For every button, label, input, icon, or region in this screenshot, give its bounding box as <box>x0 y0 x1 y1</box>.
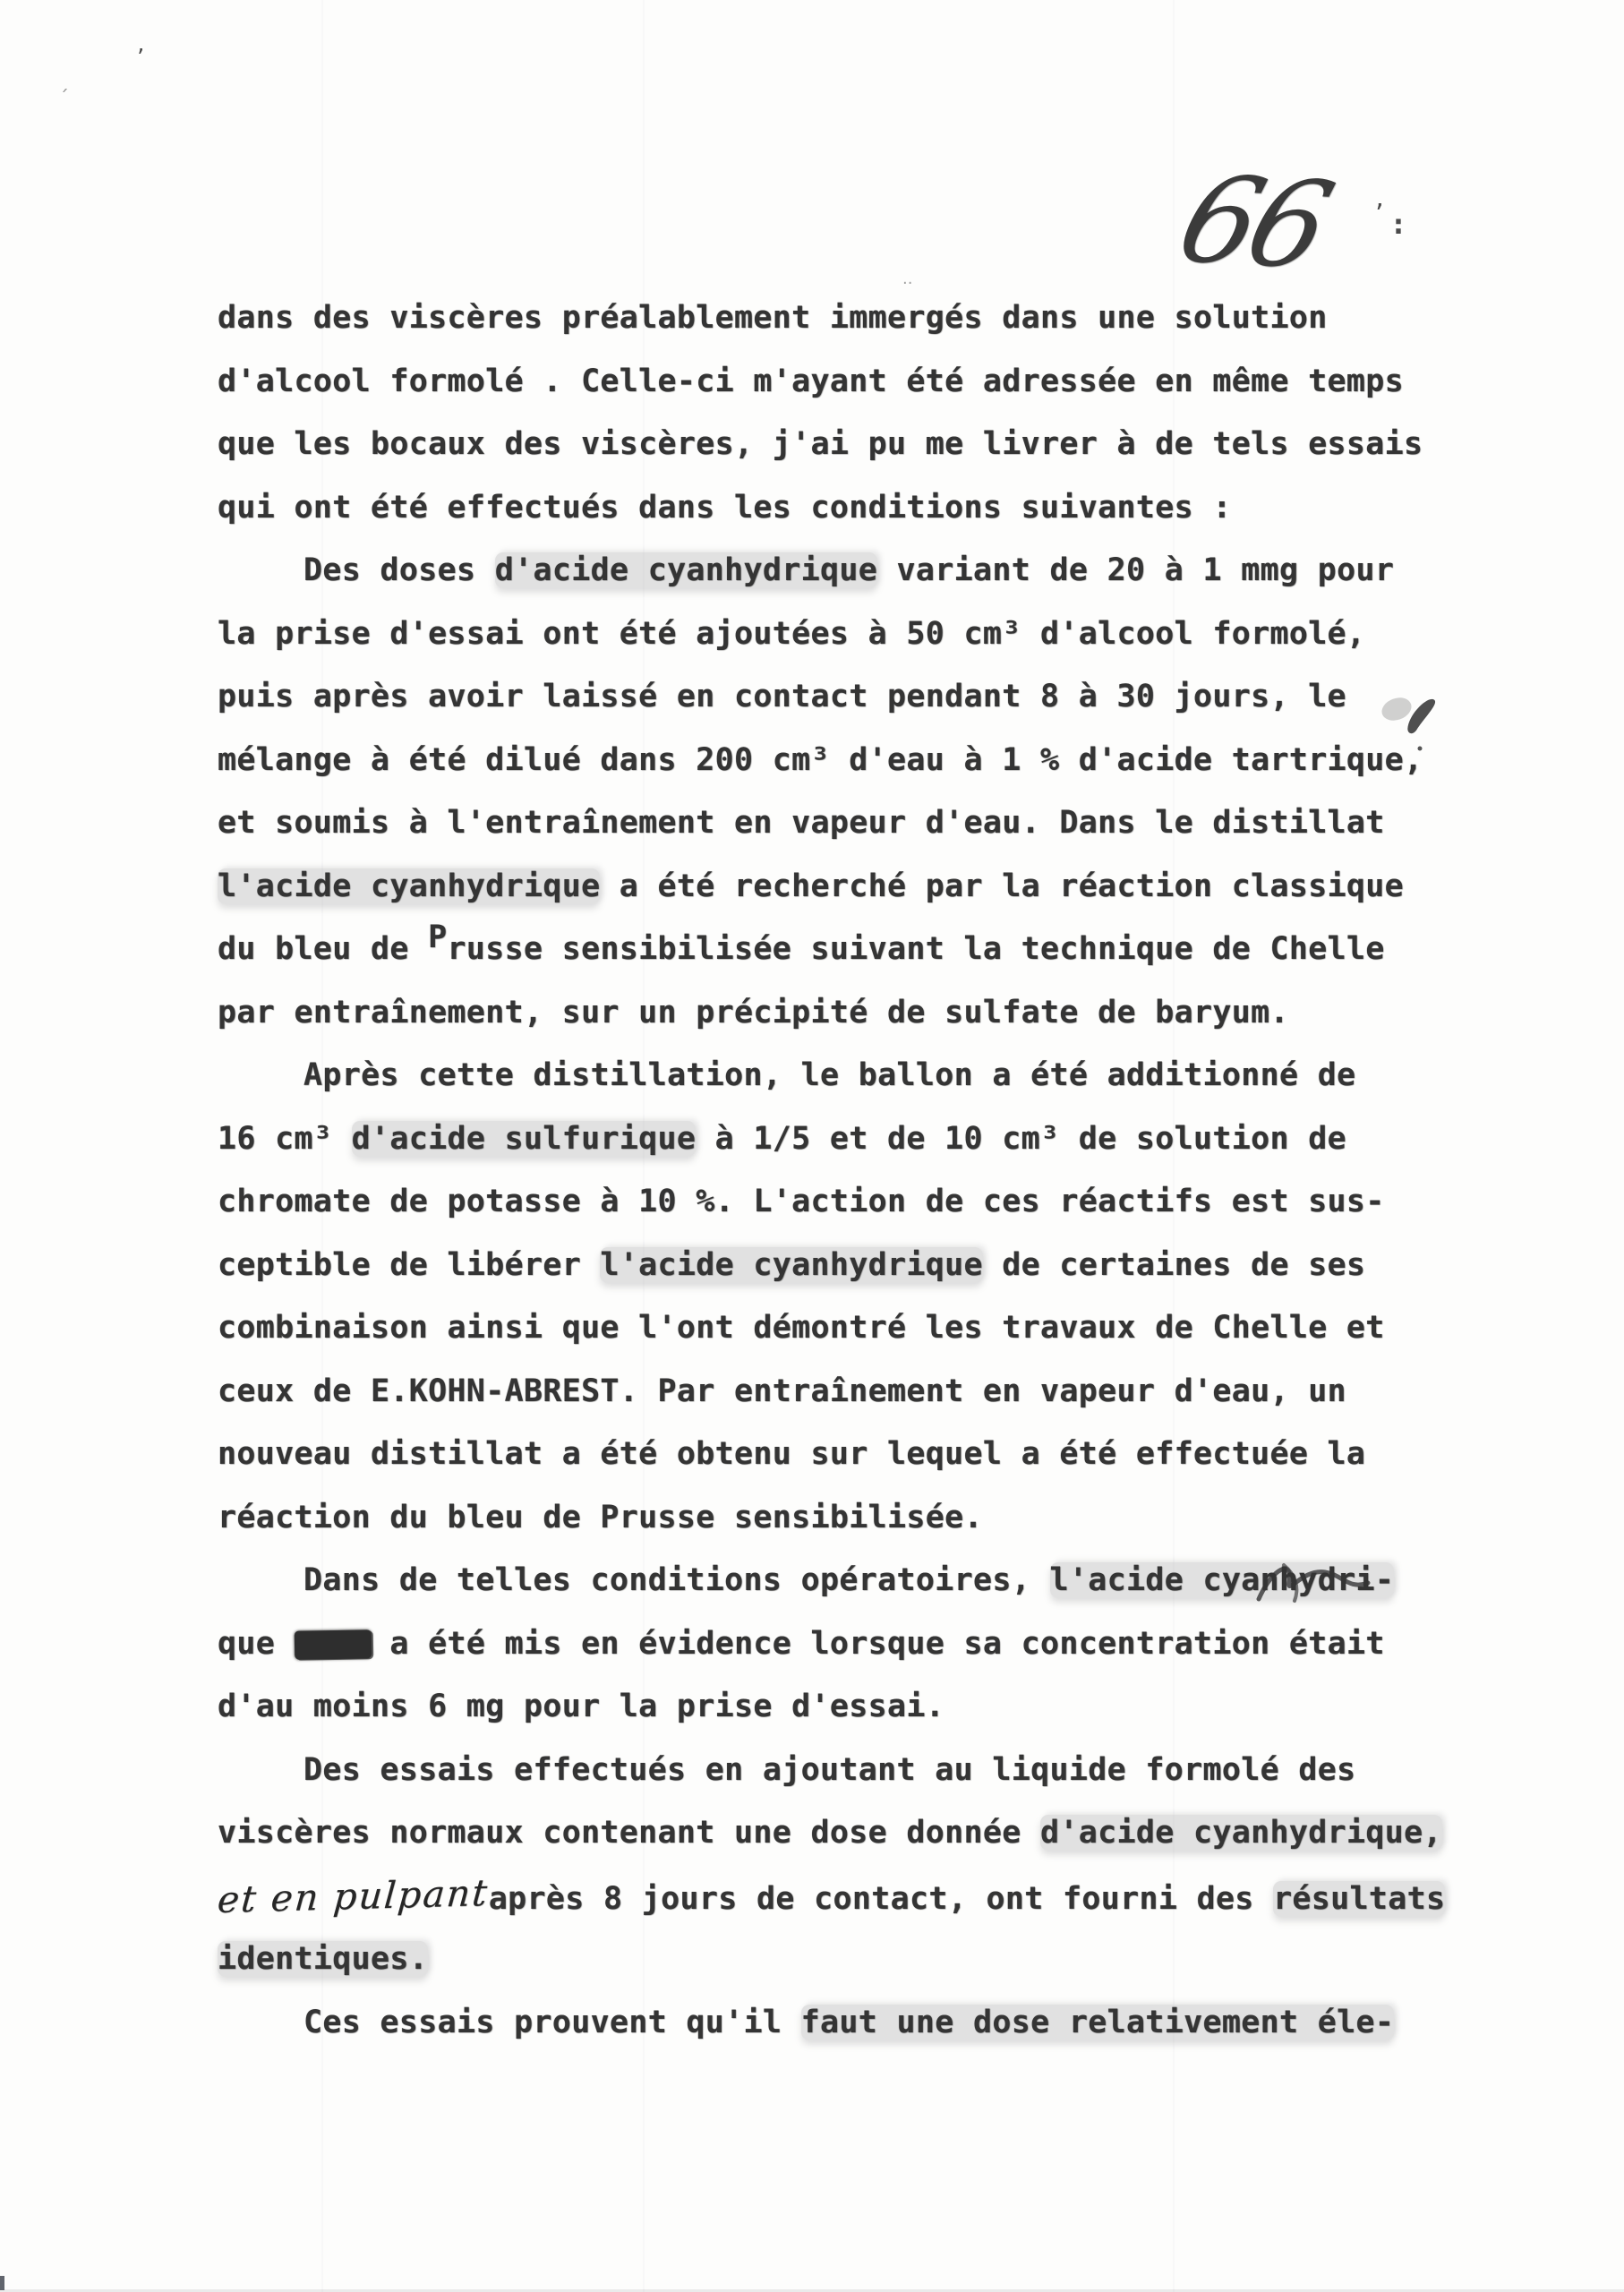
text-segment: à 1/5 et de 10 cm³ de solution de <box>696 1120 1346 1157</box>
text-segment: Des doses <box>303 552 495 588</box>
text-segment: que <box>218 1625 295 1662</box>
text-segment: russe sensibilisée suivant la technique de Chelle <box>447 931 1385 967</box>
text-line <box>218 1486 1489 1550</box>
text-segment: de certaines de ses <box>982 1246 1366 1283</box>
text-segment: Des essais effectués en ajoutant au liquide formolé des <box>303 1751 1356 1788</box>
text-segment: viscères normaux contenant une dose donnée <box>218 1815 1040 1851</box>
highlight-smudge-text: faut une dose relativement éle- <box>800 2004 1395 2040</box>
pen-mark: ’ <box>1375 199 1384 230</box>
text-segment: combinaison ainsi que l'ont démontré les travaux de Chelle et <box>218 1310 1385 1346</box>
ink-speck: ´ <box>59 88 69 110</box>
text-line <box>218 1108 1489 1171</box>
text-line <box>218 855 1489 919</box>
highlight-smudge-text: l'acide cyanhydrique <box>218 868 601 904</box>
text-segment: P <box>428 919 448 955</box>
text-segment: a été mis en évidence lorsque sa concentration était <box>371 1625 1385 1662</box>
text-segment: Après cette distillation, le ballon a été additionné de <box>303 1057 1356 1093</box>
text-segment: dans des viscères préalablement immergés dans une solution <box>218 300 1328 336</box>
text-line <box>218 1739 1489 1802</box>
text-segment: la prise d'essai ont été ajoutées à 50 cm³ d'alcool formolé, <box>218 615 1366 652</box>
text-line <box>218 286 1489 350</box>
text-segment: ceptible de libérer <box>218 1246 601 1283</box>
text-segment: que les bocaux des viscères, j'ai pu me livrer à de tels essais <box>218 426 1423 462</box>
text-line <box>218 413 1489 476</box>
text-segment: mélange à été dilué dans 200 cm³ d'eau à 1 % d'acide tartrique, <box>218 741 1423 778</box>
text-line <box>218 791 1489 855</box>
text-line <box>218 1612 1489 1676</box>
text-block <box>218 286 1489 2054</box>
text-segment: du bleu de <box>218 931 429 967</box>
text-line <box>218 350 1489 414</box>
scan-corner-artifact <box>0 2276 4 2290</box>
text-line <box>218 1170 1489 1234</box>
highlight-smudge-text: résultats <box>1273 1880 1446 1917</box>
highlight-smudge-text: d'acide cyanhydrique, <box>1040 1815 1442 1851</box>
text-line <box>218 1928 1489 1991</box>
text-segment: Ces essais prouvent qu'il <box>303 2004 801 2040</box>
text-line <box>218 981 1489 1045</box>
ink-speck: ·· <box>902 274 913 293</box>
pen-mark: : <box>1393 210 1404 241</box>
highlight-smudge-text: d'acide cyanhydrique <box>494 552 878 588</box>
text-segment: nouveau distillat a été obtenu sur lequel a été effectuée la <box>218 1436 1366 1472</box>
text-line <box>218 1423 1489 1486</box>
ink-speck: ’ <box>137 45 145 72</box>
text-segment: variant de 20 à 1 mmg pour <box>877 552 1395 588</box>
text-segment: d'au moins 6 mg pour la prise d'essai. <box>218 1689 945 1724</box>
highlight-smudge-text: identiques. <box>218 1941 429 1977</box>
text-line <box>218 1360 1489 1424</box>
text-line <box>218 539 1489 603</box>
text-line <box>218 1865 1489 1929</box>
struck-out-word <box>294 1629 371 1659</box>
text-line <box>218 1044 1489 1108</box>
text-line <box>218 1549 1489 1612</box>
text-line <box>218 665 1489 729</box>
text-line <box>218 729 1489 792</box>
text-segment: par entraînement, sur un précipité de sulfate de baryum. <box>218 994 1289 1031</box>
text-segment: 16 cm³ <box>218 1120 352 1157</box>
highlight-smudge-text: l'acide cyanhydrique <box>600 1246 983 1283</box>
highlight-smudge-text: d'acide sulfurique <box>351 1120 697 1157</box>
text-line <box>218 476 1489 540</box>
text-line <box>218 1991 1489 2055</box>
text-segment: d'alcool formolé . Celle-ci m'ayant été adressée en même temps <box>218 363 1405 399</box>
text-line <box>218 1296 1489 1360</box>
text-line <box>218 1801 1489 1865</box>
handwritten-insertion: et en pulpant <box>216 1870 491 1921</box>
text-segment: a été recherché par la réaction classique <box>600 868 1405 904</box>
text-segment: après 8 jours de contact, ont fourni des <box>488 1880 1274 1917</box>
text-line <box>218 1234 1489 1297</box>
text-segment: et soumis à l'entraînement en vapeur d'eau. Dans le distillat <box>218 805 1385 841</box>
text-segment: Dans de telles conditions opératoires, <box>303 1562 1050 1598</box>
text-segment: puis après avoir laissé en contact pendant 8 à 30 jours, le <box>218 679 1346 714</box>
text-line <box>218 918 1489 981</box>
text-segment: qui ont été effectués dans les conditions suivantes : <box>218 489 1232 526</box>
text-segment: réaction du bleu de Prusse sensibilisée. <box>218 1499 983 1535</box>
handwritten-page-number: 66 <box>1163 150 1342 295</box>
text-segment: ceux de E.KOHN-ABREST. Par entraînement en vapeur d'eau, un <box>218 1373 1346 1409</box>
highlight-smudge-text: l'acide cyanhydri- <box>1049 1562 1395 1598</box>
text-line <box>218 1675 1489 1739</box>
text-segment: chromate de potasse à 10 %. L'action de ces réactifs est sus- <box>218 1184 1385 1219</box>
text-line <box>218 603 1489 666</box>
